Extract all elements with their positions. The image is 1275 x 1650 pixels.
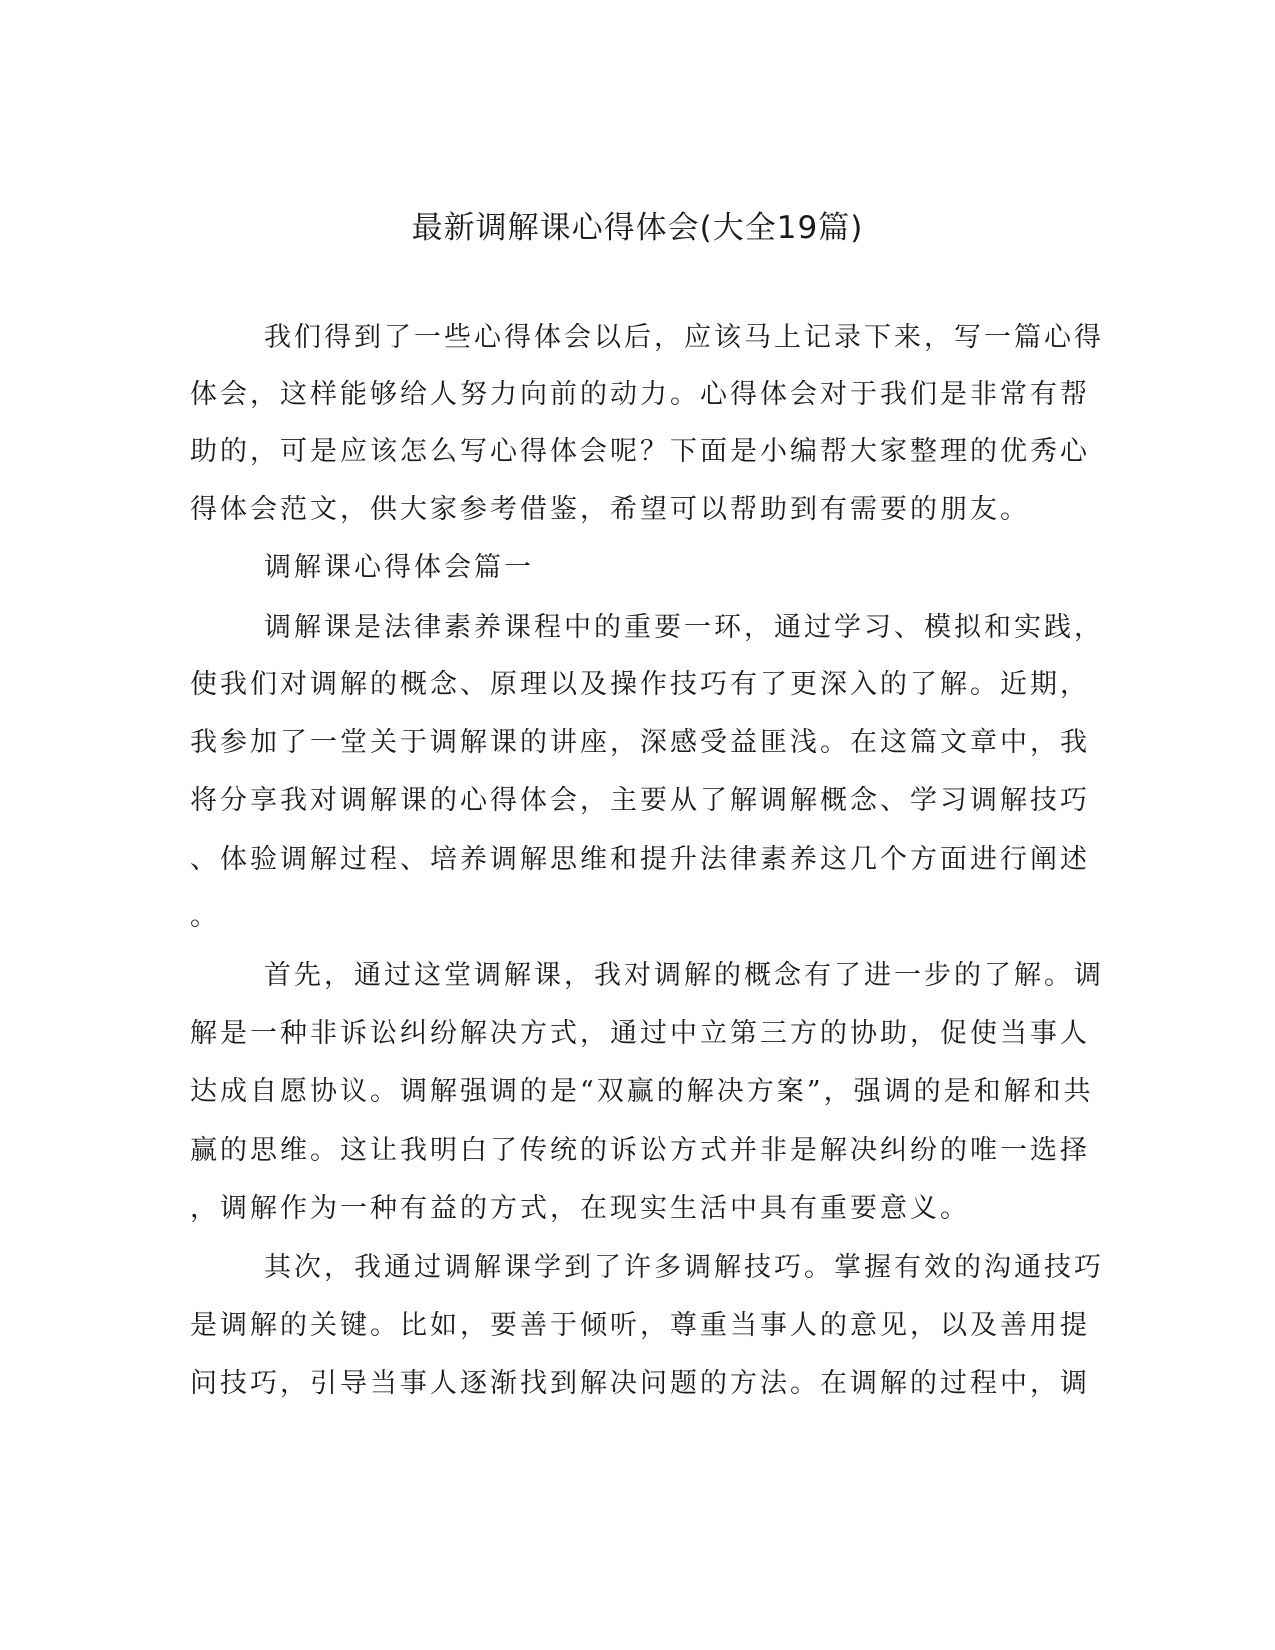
body-line: 助的，可是应该怎么写心得体会呢？下面是小编帮大家整理的优秀心 xyxy=(190,436,1090,467)
body-line: 将分享我对调解课的心得体会，主要从了解调解概念、学习调解技巧 xyxy=(190,785,1090,816)
body-line: 使我们对调解的概念、原理以及操作技巧有了更深入的了解。近期， xyxy=(190,669,1090,700)
body-line: 体会，这样能够给人努力向前的动力。心得体会对于我们是非常有帮 xyxy=(190,379,1090,410)
body-line: 调解课是法律素养课程中的重要一环，通过学习、模拟和实践， xyxy=(264,612,1104,643)
body-line: 是调解的关键。比如，要善于倾听，尊重当事人的意见，以及善用提 xyxy=(190,1310,1090,1341)
body-line: 、体验调解过程、培养调解思维和提升法律素养这几个方面进行阐述 xyxy=(190,844,1090,875)
body-line: 我参加了一堂关于调解课的讲座，深感受益匪浅。在这篇文章中，我 xyxy=(190,727,1090,758)
body-line: 赢的思维。这让我明白了传统的诉讼方式并非是解决纠纷的唯一选择 xyxy=(190,1135,1090,1166)
body-line: 达成自愿协议。调解强调的是“双赢的解决方案”，强调的是和解和共 xyxy=(190,1076,1094,1107)
body-line: 解是一种非诉讼纠纷解决方式，通过中立第三方的协助，促使当事人 xyxy=(190,1018,1090,1049)
body-line: 我们得到了一些心得体会以后，应该马上记录下来，写一篇心得 xyxy=(264,322,1104,353)
body-line: 问技巧，引导当事人逐渐找到解决问题的方法。在调解的过程中，调 xyxy=(190,1368,1090,1399)
document-title: 最新调解课心得体会(大全19篇) xyxy=(411,210,864,246)
body-line: ，调解作为一种有益的方式，在现实生活中具有重要意义。 xyxy=(190,1193,970,1224)
body-line: 得体会范文，供大家参考借鉴，希望可以帮助到有需要的朋友。 xyxy=(190,494,1030,525)
body-line: 其次，我通过调解课学到了许多调解技巧。掌握有效的沟通技巧 xyxy=(264,1252,1104,1283)
body-line: 。 xyxy=(190,901,220,932)
section-heading: 调解课心得体会篇一 xyxy=(264,552,534,583)
body-line: 首先，通过这堂调解课，我对调解的概念有了进一步的了解。调 xyxy=(264,960,1104,991)
